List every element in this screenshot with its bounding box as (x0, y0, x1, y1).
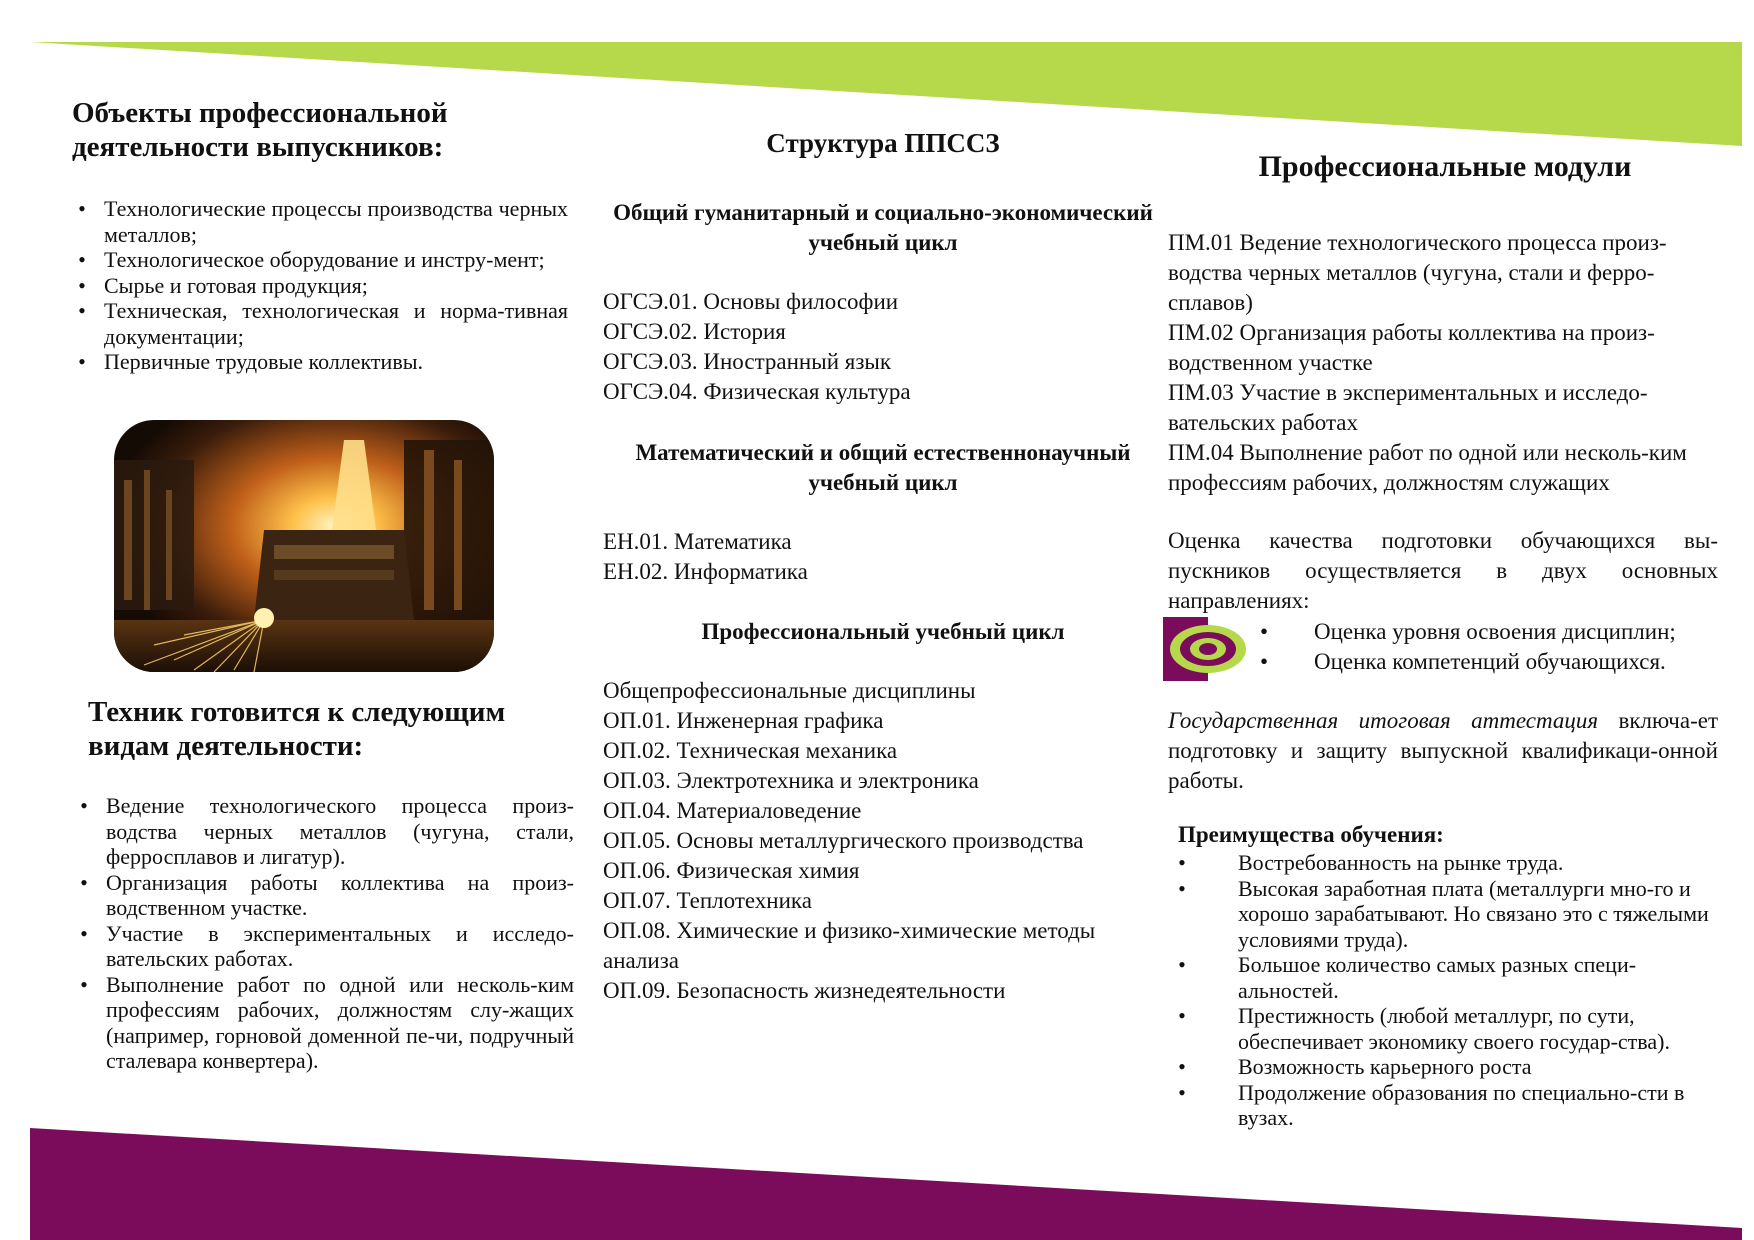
list-item: • Первичные трудовые коллективы. (72, 349, 568, 375)
list-item: ОП.05. Основы металлургического производства (603, 828, 1084, 853)
list-item: • Оценка уровня освоения дисциплин; (1254, 617, 1734, 647)
structure-heading: Структура ППССЗ (766, 128, 1000, 158)
list-item: • Возможность карьерного роста (1168, 1054, 1728, 1080)
advantages-list (1168, 850, 1728, 1131)
bullet-icon: • (78, 298, 86, 323)
bullet-icon: • (1178, 875, 1186, 901)
cycle2-heading: Математический и общий естественнонаучный учебный цикл (635, 440, 1131, 495)
list-item: • Техническая, технологическая и норма-тивная документации; (72, 298, 568, 349)
bullet-icon: • (1259, 619, 1269, 644)
bullet-icon: • (1178, 850, 1186, 875)
bullet-icon: • (1259, 649, 1269, 674)
gia-text: включа-ет подготовку и защиту выпускной квалификаци-онной работы. (1168, 708, 1718, 793)
bullet-icon: • (80, 793, 88, 818)
list-item: • Оценка компетенций обучающихся. (1254, 647, 1734, 677)
list-item: ПМ.02 Организация работы коллектива на произ-водственном участке (1168, 320, 1655, 375)
steel-furnace-photo (114, 420, 494, 672)
list-item: • Технологическое оборудование и инстру-мент; (72, 247, 568, 273)
list-item: ОГСЭ.01. Основы философии (603, 289, 899, 314)
assessment-block (1168, 617, 1728, 681)
gia-emphasis: Государственная итоговая аттестация (1168, 708, 1599, 733)
list-item: ОП.08. Химические и физико-химические методы анализа (603, 918, 1096, 973)
list-item: • Сырье и готовая продукция; (72, 273, 568, 299)
list-item: ОП.07. Теплотехника (603, 888, 812, 913)
bullet-icon: • (1178, 1079, 1186, 1105)
list-item: ЕН.02. Информатика (603, 559, 808, 584)
bullet-icon: • (1178, 1054, 1186, 1079)
list-item: ПМ.03 Участие в экспериментальных и исследо-вательских работах (1168, 380, 1648, 435)
activity-heading: Техник готовится к следующим видам деятельности: (88, 696, 506, 762)
modules-heading: Профессиональные модули (1258, 150, 1632, 183)
modules-list (1168, 228, 1718, 498)
quality-paragraph: Оценка качества подготовки обучающихся вы-пускников осуществляется в двух основных направлениях: (1168, 528, 1718, 613)
list-item: ЕН.01. Математика (603, 529, 792, 554)
bullet-icon: • (1178, 1003, 1186, 1028)
list-item: ОП.09. Безопасность жизнедеятельности (603, 978, 1006, 1003)
bullet-icon: • (80, 869, 88, 895)
list-item: ОП.06. Физическая химия (603, 858, 860, 883)
bullet-icon: • (80, 920, 88, 946)
bullet-icon: • (78, 247, 86, 272)
bullet-icon: • (78, 349, 86, 374)
assessment-list (1254, 617, 1734, 677)
list-item: ПМ.04 Выполнение работ по одной или несколь-ким профессиям рабочих, должностям служащих (1168, 440, 1687, 495)
bullet-icon: • (78, 196, 86, 221)
list-item: ОГСЭ.04. Физическая культура (603, 379, 911, 404)
list-item: • Продолжение образования по специально-сти в вузах. (1168, 1080, 1728, 1131)
target-logo-icon (1163, 617, 1253, 681)
list-item: • Выполнение работ по одной или несколь-ким профессиям рабочих, должностям слу-жащих (например, горновой доменной пе-чи, подручный сталевара конвертера). (74, 972, 574, 1074)
cycle1-list (603, 287, 911, 407)
gia-paragraph (1168, 706, 1718, 796)
cycle2-list (603, 527, 808, 587)
list-item: ОГСЭ.02. История (603, 319, 786, 344)
list-item: • Организация работы коллектива на произ-водственном участке. (74, 870, 574, 921)
list-item: • Престижность (любой металлург, по сути, обеспечивает экономику своего государ-ства). (1168, 1003, 1728, 1054)
bullet-icon: • (78, 272, 86, 298)
objects-heading: Объекты профессиональной деятельности выпускников: (72, 97, 448, 163)
activity-list (74, 793, 574, 1074)
list-item: ОП.01. Инженерная графика (603, 708, 884, 733)
objects-list (72, 196, 568, 375)
list-item: • Технологические процессы производства черных металлов; (72, 196, 568, 247)
cycle1-heading: Общий гуманитарный и социально-экономический учебный цикл (613, 200, 1153, 255)
list-item: • Высокая заработная плата (металлурги мно-го и хорошо зарабатывают. Но связано это с тяжелыми условиями труда). (1168, 876, 1728, 953)
cycle3-heading: Профессиональный учебный цикл (701, 619, 1065, 644)
list-item: ОГСЭ.03. Иностранный язык (603, 349, 892, 374)
list-item: ОП.04. Материаловедение (603, 798, 862, 823)
cycle3-list (603, 676, 1163, 1006)
list-item: Общепрофессиональные дисциплины (603, 678, 976, 703)
list-item: • Большое количество самых разных специ-альностей. (1168, 952, 1728, 1003)
bullet-icon: • (80, 971, 88, 997)
list-item: • Участие в экспериментальных и исследо-вательских работах. (74, 921, 574, 972)
advantages-heading: Преимущества обучения: (1178, 822, 1444, 847)
list-item: • Ведение технологического процесса произ-водства черных металлов (чугуна, стали, ферросплавов и лигатур). (74, 793, 574, 870)
list-item: • Востребованность на рынке труда. (1168, 850, 1728, 876)
list-item: ОП.03. Электротехника и электроника (603, 768, 979, 793)
list-item: ПМ.01 Ведение технологического процесса произ-водства черных металлов (чугуна, стали и ферро-сплавов) (1168, 230, 1667, 315)
list-item: ОП.02. Техническая механика (603, 738, 898, 763)
bullet-icon: • (1178, 952, 1186, 977)
